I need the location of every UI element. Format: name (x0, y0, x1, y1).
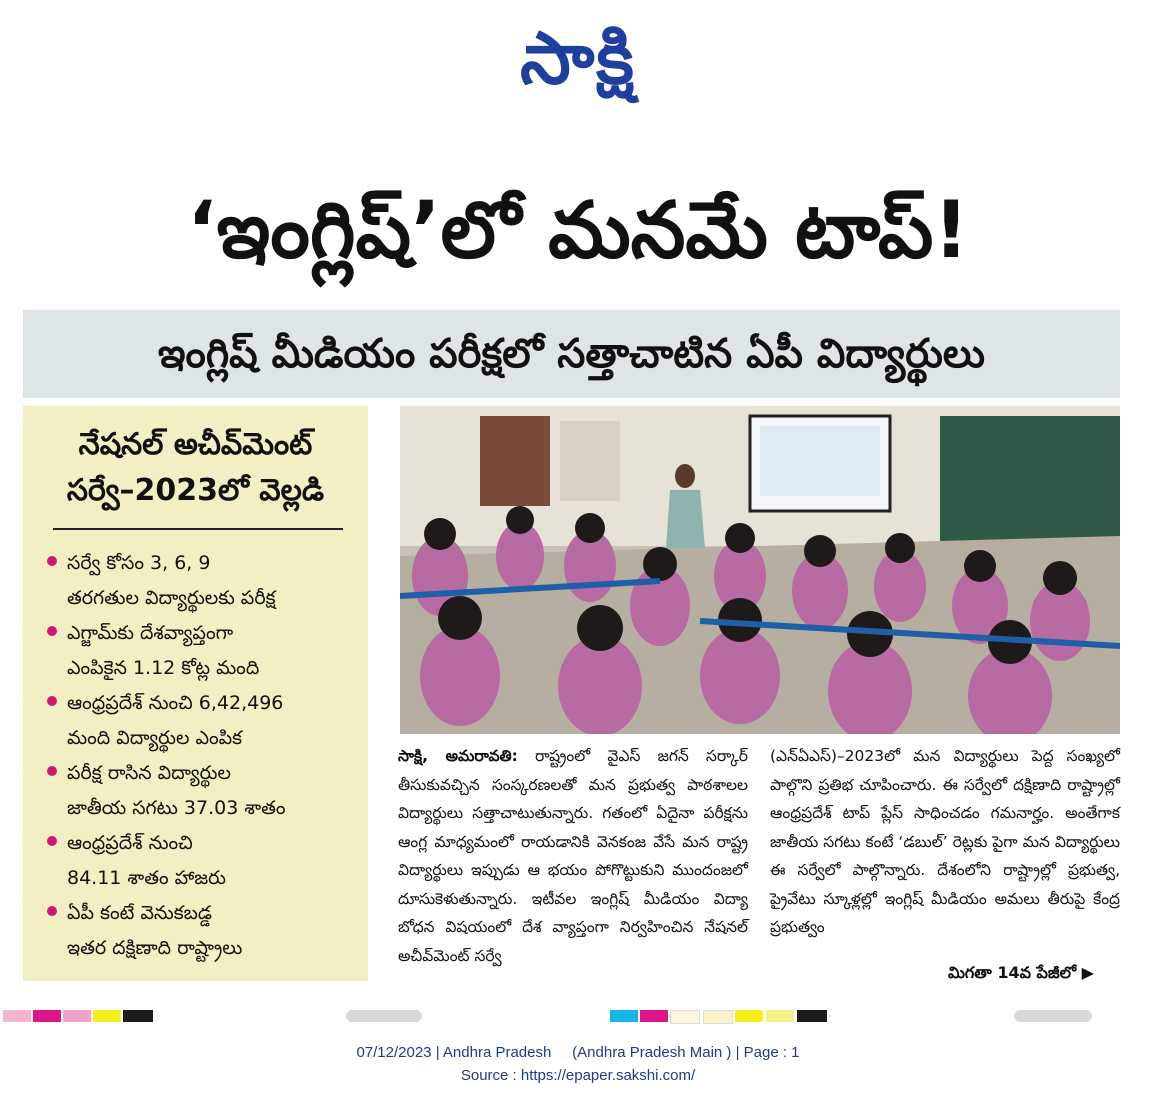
bullet-line: ఏపీ కంటే వెనుకబడ్డ (67, 902, 212, 924)
bullet-line: ఎగ్జామ్‌కు దేశవ్యాప్తంగా (67, 622, 234, 644)
color-swatch (735, 1010, 763, 1022)
bullet-dot-icon (47, 836, 57, 846)
highlights-sidebar (23, 406, 368, 981)
article-right-body: (ఎన్ఏఎస్)–2023లో మన విద్యార్థులు పెద్ద సంఖ్యలో పాల్గొని ప్రతిభ చూపించారు. ఈ సర్వేలో దక్షిణాది రాష్ట్రాల్లో ఆంధ్రప్రదేశ్ టాప్ ప్లేస్ సాధించడం గమనార్హం. అంతేగాక జాతీయ సగటు కంటే ‘డబుల్’ రెట్లకు పైగా మన విద్యార్థులు ఈ సర్వేలో పాల్గొన్నారు. దేశంలోని రాష్ట్రాల్లో ప్రభుత్వ, ప్రైవేటు స్కూళ్లల్లో ఇంగ్లిష్ మీడియం అమలు తీరుపై కేంద్ర ప్రభుత్వం (770, 747, 1120, 936)
headline: ‘ఇంగ్లిష్’లో మనమే టాప్! (187, 186, 969, 276)
continued-on-page-14-link[interactable]: మిగతా 14వ పేజీలో ▶ (948, 963, 1094, 982)
bullet-dot-icon (47, 626, 57, 636)
bullet-line: ఇతర దక్షిణాది రాష్ట్రాలు (67, 937, 243, 959)
bullet-dot-icon (47, 556, 57, 566)
subheadline: ఇంగ్లిష్ మీడియం పరీక్షలో సత్తాచాటిన ఏపీ విద్యార్థులు (23, 310, 1120, 398)
bullet-line: ఆంధ్రప్రదేశ్ నుంచి 6,42,496 (67, 692, 284, 714)
bullet-dot-icon (47, 906, 57, 916)
bullet-line: మంది విద్యార్థుల ఎంపిక (67, 727, 243, 749)
bullet-line: జాతీయ సగటు 37.03 శాతం (67, 797, 286, 819)
classroom-photo (400, 406, 1120, 734)
bullet-line: 84.11 శాతం హాజరు (67, 867, 227, 889)
sidebar-divider (53, 528, 343, 530)
bullet-dot-icon (47, 696, 57, 706)
color-swatch (63, 1010, 91, 1022)
bullet-line: పరీక్ష రాసిన విద్యార్థుల (67, 762, 231, 784)
color-swatch (123, 1010, 153, 1022)
sakshi-logo: సాక్షి (520, 16, 636, 100)
color-swatch (610, 1010, 638, 1022)
bullet-line: తరగతుల విద్యార్థులకు పరీక్ష (67, 587, 276, 609)
footer-edition-info: 07/12/2023 | Andhra Pradesh (Andhra Pradesh Main ) | Page : 1 (356, 1044, 800, 1061)
color-swatch (33, 1010, 61, 1022)
bullet-dot-icon (47, 766, 57, 776)
color-swatch (797, 1010, 827, 1022)
footer-source-link[interactable]: Source : https://epaper.sakshi.com/ (460, 1067, 696, 1084)
color-swatch (93, 1010, 121, 1022)
article-dateline: సాక్షి, అమరావతి: (398, 747, 518, 765)
bullet-line: ఎంపికైన 1.12 కోట్ల మంది (67, 657, 260, 679)
article-column-left (398, 742, 748, 970)
color-swatch (640, 1010, 668, 1022)
classroom-photo-illustration (400, 406, 1120, 734)
color-swatch (766, 1010, 794, 1022)
registration-mark (1014, 1010, 1092, 1022)
color-swatch (3, 1010, 31, 1022)
color-swatch (703, 1010, 733, 1024)
article-column-right (770, 742, 1120, 942)
bullet-line: సర్వే కోసం 3, 6, 9 (67, 552, 211, 574)
bullet-line: ఆంధ్రప్రదేశ్ నుంచి (67, 832, 193, 854)
registration-mark (346, 1010, 422, 1022)
color-swatch (670, 1010, 700, 1024)
sidebar-title-line2: సర్వే–2023లో వెల్లడి (66, 473, 325, 508)
masthead (0, 8, 1156, 108)
article-left-body: రాష్ట్రంలో వైఎస్ జగన్ సర్కార్ తీసుకువచ్చిన సంస్కరణలతో మన ప్రభుత్వ పాఠశాలల విద్యార్థులు సత్తాచాటుతున్నారు. గతంలో ఏదైనా పరీక్షను ఆంగ్ల మాధ్యమంలో రాయడానికి వెనకంజ వేసే మన రాష్ట్ర విద్యార్థులు ఇప్పుడు ఆ భయం పోగొట్టుకుని ముందంజలో దూసుకెళుతున్నారు. ఇటీవల ఇంగ్లిష్ మీడియం విద్యా బోధన విషయంలో దేశ వ్యాప్తంగా నిర్వహించిన నేషనల్ అచీవ్‌మెంట్ సర్వే (398, 747, 748, 965)
sidebar-title (23, 422, 368, 514)
sidebar-title-line1: నేషనల్ అచీవ్‌మెంట్ (78, 427, 313, 462)
